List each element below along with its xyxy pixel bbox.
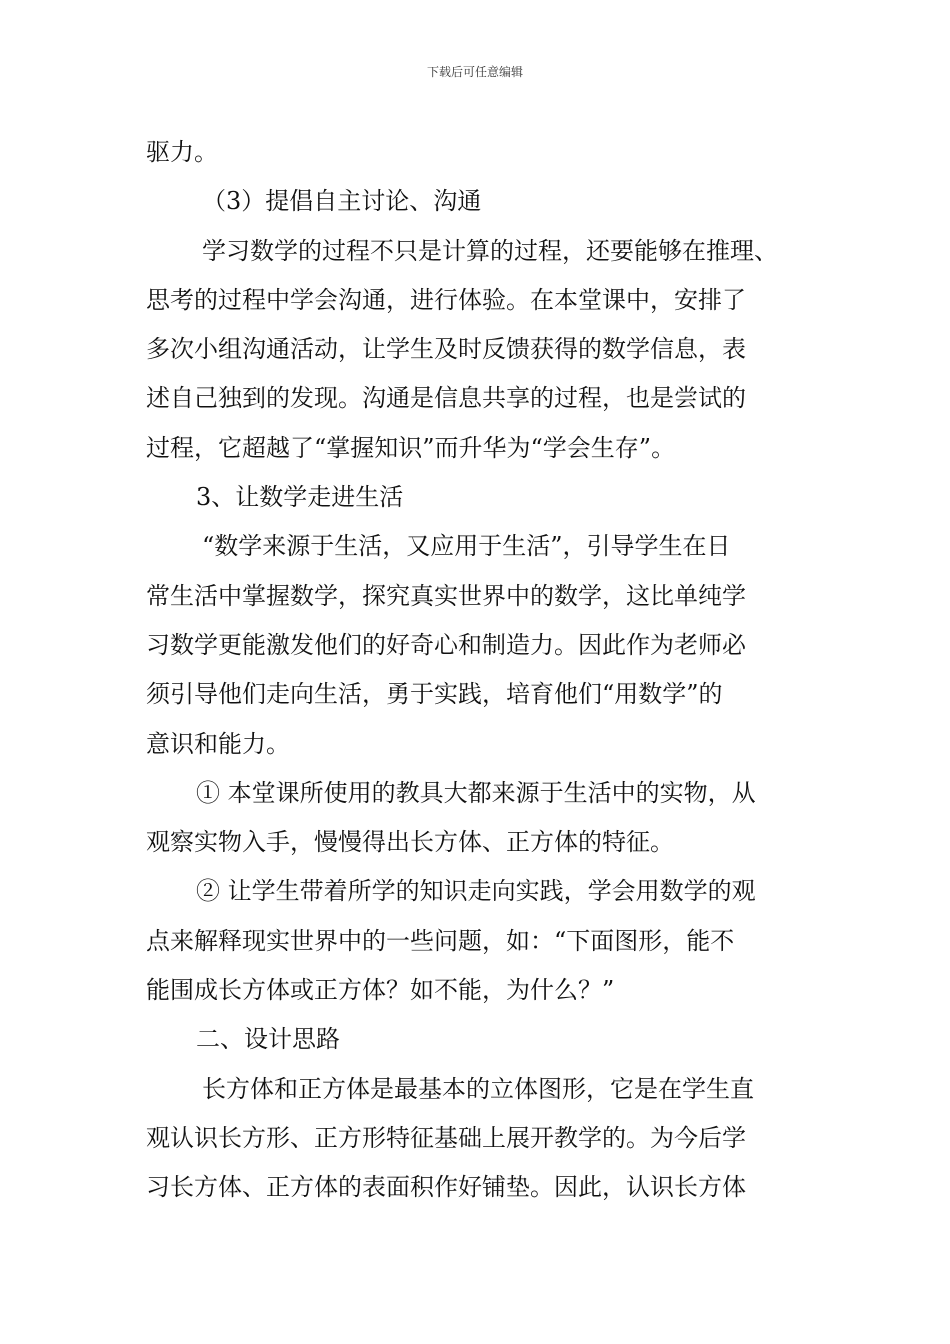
text-line: 学习数学的过程不只是计算的过程，还要能够在推理、 [202, 236, 778, 265]
text-line: 常生活中掌握数学，探究真实世界中的数学，这比单纯学 [146, 581, 746, 610]
text-line: 点来解释现实世界中的一些问题，如：“下面图形，能不 [146, 926, 735, 955]
text-line: “数学来源于生活，又应用于生活”，引导学生在日 [202, 532, 731, 561]
text-line: 过程，它超越了“掌握知识”而升华为“学会生存”。 [146, 433, 676, 462]
document-body [146, 128, 826, 1213]
page-header: 下载后可任意编辑 [426, 65, 523, 79]
text-line: 驱力。 [146, 138, 218, 166]
text-line: 意识和能力。 [146, 729, 290, 758]
list-item: ① 本堂课所使用的教具大都来源于生活中的实物，从 [196, 778, 756, 807]
text-line: 习长方体、正方体的表面积作好铺垫。因此，认识长方体 [146, 1173, 746, 1202]
text-line: 观认识长方形、正方形特征基础上展开教学的。为今后学 [146, 1123, 746, 1152]
text-line: 思考的过程中学会沟通，进行体验。在本堂课中，安排了 [146, 285, 746, 314]
text-line: 述自己独到的发现。沟通是信息共享的过程，也是尝试的 [146, 384, 746, 413]
text-line: 习数学更能激发他们的好奇心和制造力。因此作为老师必 [146, 630, 746, 659]
subheading: （3）提倡自主讨论、沟通 [202, 187, 482, 216]
text-line: 长方体和正方体是最基本的立体图形，它是在学生直 [202, 1074, 754, 1103]
section-heading: 二、设计思路 [196, 1025, 340, 1054]
text-line: 多次小组沟通活动，让学生及时反馈获得的数学信息，表 [146, 335, 746, 364]
text-line: 能围成长方体或正方体？如不能，为什么？” [146, 976, 615, 1005]
text-line: 须引导他们走向生活，勇于实践，培育他们“用数学”的 [146, 680, 723, 709]
subheading: 3、让数学走进生活 [196, 483, 404, 512]
text-line: 观察实物入手，慢慢得出长方体、正方体的特征。 [146, 828, 674, 857]
list-item: ② 让学生带着所学的知识走向实践，学会用数学的观 [196, 877, 756, 906]
